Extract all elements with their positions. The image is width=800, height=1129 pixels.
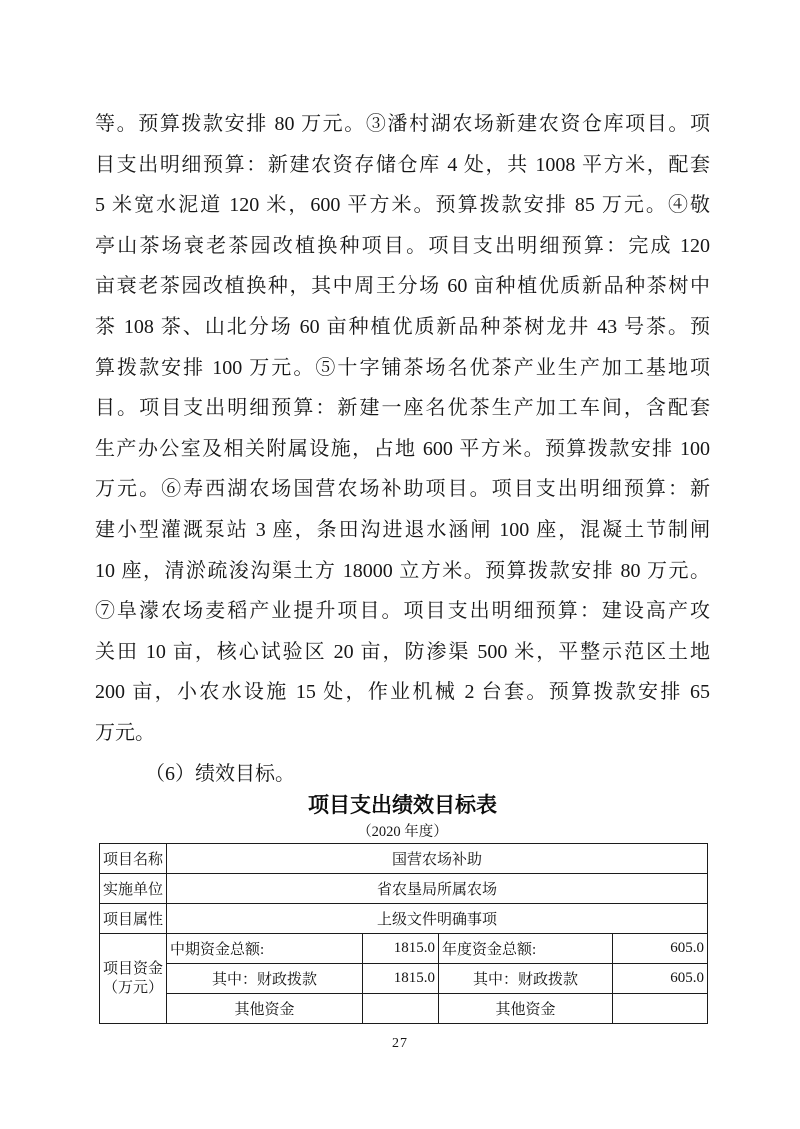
annual-fiscal-label: 其中：财政拨款 [439, 964, 613, 994]
table-row-funds-other [100, 994, 708, 1024]
annual-other-value [613, 994, 708, 1024]
body-paragraph [95, 104, 710, 794]
mid-total-value: 1815.0 [363, 934, 439, 964]
table-subtitle-year: （2020 年度） [357, 824, 448, 840]
body-line: 亩衰老茶园改植换种，其中周王分场 60 亩种植优质新品种茶树中 [95, 275, 710, 298]
body-line: 亭山茶场衰老茶园改植换种项目。项目支出明细预算：完成 120 [95, 234, 710, 257]
body-line: 目支出明细预算：新建农资存储仓库 4 处，共 1008 平方米，配套 [95, 153, 710, 176]
body-line: 关田 10 亩，核心试验区 20 亩，防渗渠 500 米，平整示范区土地 [95, 640, 710, 663]
body-line: 生产办公室及相关附属设施，占地 600 平方米。预算拨款安排 100 [95, 437, 710, 460]
performance-target-table [99, 843, 708, 1024]
mid-total-label: 中期资金总额: [167, 934, 363, 964]
table-row-funds-total [100, 934, 708, 964]
table-title: 项目支出绩效目标表 [308, 794, 497, 817]
funds-label-line1: 项目资金 [103, 960, 164, 977]
body-line: 200 亩，小农水设施 15 处，作业机械 2 台套。预算拨款安排 65 [95, 681, 710, 704]
mid-fiscal-label: 其中：财政拨款 [167, 964, 363, 994]
body-line: ⑦阜濛农场麦稻产业提升项目。项目支出明细预算：建设高产攻 [95, 600, 710, 623]
annual-total-value: 605.0 [613, 934, 708, 964]
impl-unit-value: 省农垦局所属农场 [167, 874, 708, 904]
project-name-value: 国营农场补助 [167, 844, 708, 874]
table-row-project-name [100, 844, 708, 874]
attribute-label: 项目属性 [100, 904, 167, 934]
table-row-impl-unit [100, 874, 708, 904]
mid-fiscal-value: 1815.0 [363, 964, 439, 994]
annual-fiscal-value: 605.0 [613, 964, 708, 994]
body-line: 目。项目支出明细预算：新建一座名优茶生产加工车间，含配套 [95, 397, 710, 420]
body-line: 等。预算拨款安排 80 万元。③潘村湖农场新建农资仓库项目。项 [95, 113, 710, 135]
funds-label [100, 934, 167, 1024]
table-row-attribute [100, 904, 708, 934]
attribute-value: 上级文件明确事项 [167, 904, 708, 934]
page-number: 27 [392, 1036, 408, 1051]
annual-other-label: 其他资金 [439, 994, 613, 1024]
body-line: 万元。 [95, 721, 155, 744]
funds-label-line2: （万元） [103, 979, 164, 996]
body-line: 5 米宽水泥道 120 米，600 平方米。预算拨款安排 85 万元。④敬 [95, 194, 710, 217]
table-row-funds-fiscal [100, 964, 708, 994]
mid-other-value [363, 994, 439, 1024]
body-line: 建小型灌溉泵站 3 座，条田沟进退水涵闸 100 座，混凝土节制闸 [95, 518, 710, 541]
mid-other-label: 其他资金 [167, 994, 363, 1024]
body-line: 算拨款安排 100 万元。⑤十字铺茶场名优茶产业生产加工基地项 [95, 356, 710, 379]
annual-total-label: 年度资金总额: [439, 934, 613, 964]
body-line: 万元。⑥寿西湖农场国营农场补助项目。项目支出明细预算：新 [95, 478, 710, 501]
body-line: 10 座，清淤疏浚沟渠土方 18000 立方米。预算拨款安排 80 万元。 [95, 559, 710, 582]
body-line: 茶 108 茶、山北分场 60 亩种植优质新品种茶树龙井 43 号茶。预 [95, 315, 710, 338]
impl-unit-label: 实施单位 [100, 874, 167, 904]
project-name-label: 项目名称 [100, 844, 167, 874]
section-heading-performance-goals: （6）绩效目标。 [145, 762, 295, 785]
